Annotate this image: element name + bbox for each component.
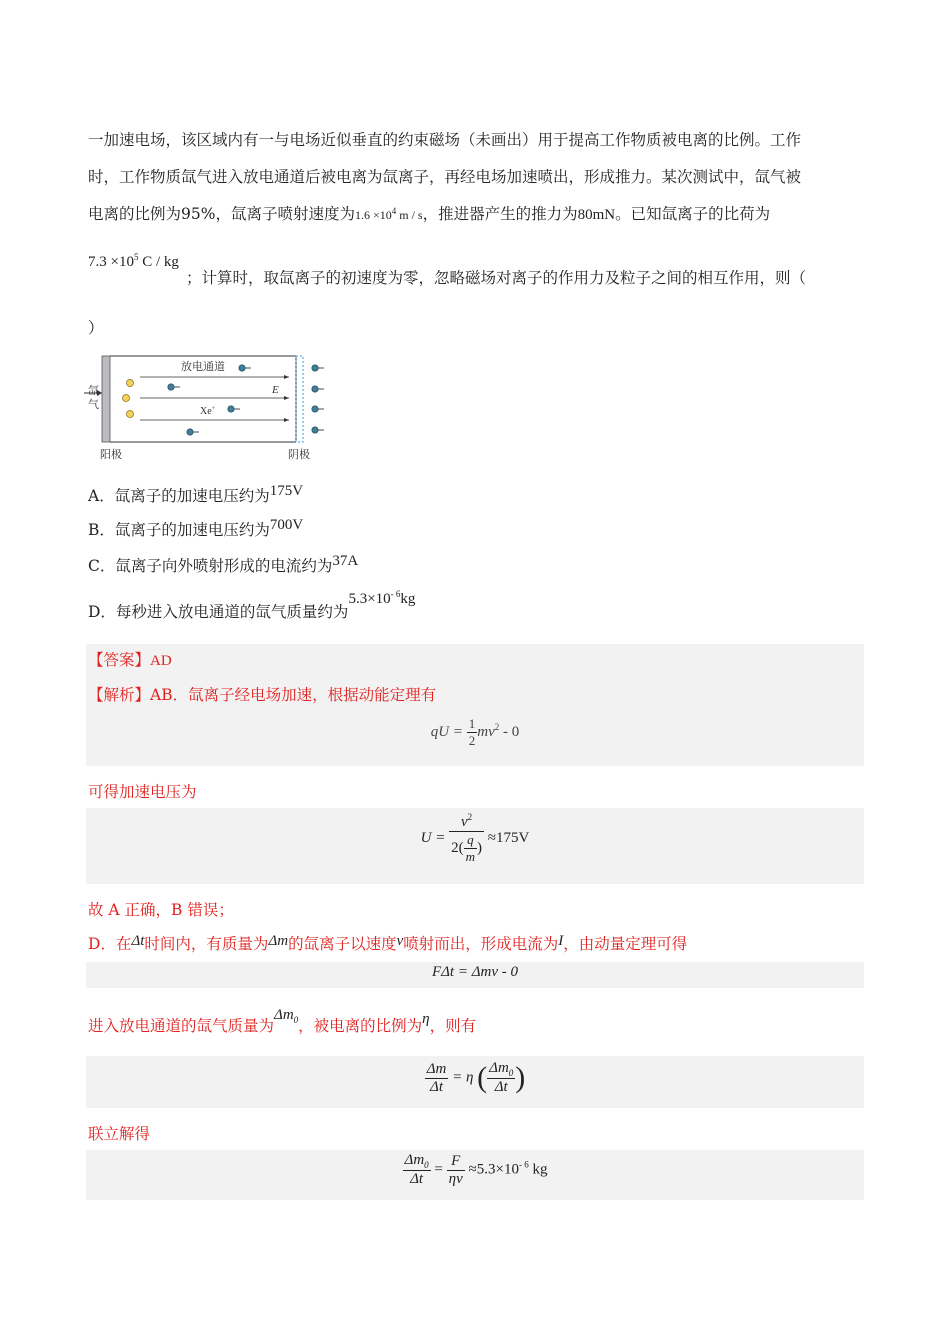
thruster-diagram bbox=[84, 350, 334, 468]
gas-atom bbox=[127, 411, 134, 418]
xenon-ion bbox=[312, 386, 318, 392]
eq2-num-v: v bbox=[460, 814, 468, 830]
eq4-mid: = η bbox=[448, 1069, 474, 1086]
xenon-ion bbox=[187, 429, 193, 435]
field-arrow bbox=[284, 375, 289, 379]
eq5-den2: ηv bbox=[448, 1170, 463, 1187]
eq2-num bbox=[449, 812, 484, 832]
analysis-text-6: 联立解得 bbox=[88, 1125, 151, 1143]
ion-label-charge: + bbox=[211, 406, 216, 412]
eq4-paren-close: ) bbox=[515, 1061, 526, 1094]
eq2-left: U = bbox=[420, 829, 446, 846]
charge-ratio-base: 7.3 ×10 bbox=[88, 254, 134, 270]
eq1-den: 2 bbox=[468, 733, 476, 748]
analysis-intro-line bbox=[88, 683, 436, 705]
text5-c: ，则有 bbox=[429, 1017, 477, 1035]
field-arrow bbox=[284, 418, 289, 422]
text4-dt: Δt bbox=[131, 933, 145, 949]
eq2-right: ≈175V bbox=[484, 829, 530, 846]
cathode-label: 阴极 bbox=[288, 449, 310, 461]
text4-v: v bbox=[396, 933, 404, 949]
equation-voltage bbox=[86, 812, 864, 865]
xenon-ion bbox=[168, 384, 174, 390]
ion-speed-value bbox=[355, 208, 423, 222]
eq5-right: ≈5.3×10 bbox=[464, 1161, 519, 1178]
analysis-text-5 bbox=[88, 1007, 477, 1037]
text5-dm0 bbox=[274, 1007, 298, 1023]
text4-d: 喷射而出，形成电流为 bbox=[403, 935, 559, 953]
gas-label-1: 氙 bbox=[88, 385, 99, 397]
thrust-value: 80mN bbox=[577, 207, 616, 223]
analysis-intro: AB．氙离子经电场加速，根据动能定理有 bbox=[150, 686, 437, 704]
question-line-3-b: ，推进器产生的推力为 bbox=[422, 205, 578, 223]
option-d-value-base: 5.3×10 bbox=[348, 591, 391, 607]
text5-eta: η bbox=[422, 1011, 430, 1027]
xenon-ion bbox=[312, 427, 318, 433]
text5-dm0-base: Δm bbox=[274, 1007, 294, 1023]
eq1-left: qU = bbox=[430, 723, 463, 740]
charge-ratio-exp: 5 bbox=[133, 252, 139, 262]
eq4-num2 bbox=[487, 1060, 515, 1079]
eq5-num1 bbox=[403, 1152, 431, 1171]
eq4-num1: Δm bbox=[426, 1060, 447, 1077]
equation-momentum: FΔt = Δmv - 0 bbox=[431, 964, 519, 980]
question-line-3-a: 电离的比例为95%，氙离子喷射速度为 bbox=[88, 205, 355, 223]
anode-plate bbox=[102, 356, 110, 442]
ion-label-text: Xe bbox=[200, 406, 212, 417]
eq1-num: 1 bbox=[468, 716, 476, 731]
eq5-exp: - 6 bbox=[518, 1159, 529, 1170]
question-line-2: 时，工作物质氙气进入放电通道后被电离为氙离子，再经电场加速喷出，形成推力。某次测试中，氙气被 bbox=[88, 168, 802, 186]
text4-b: 时间内，有质量为 bbox=[144, 935, 269, 953]
ion-label bbox=[200, 406, 216, 417]
field-label: E bbox=[272, 384, 279, 396]
eq5-num2: F bbox=[447, 1153, 465, 1171]
eq2-fraction bbox=[449, 812, 484, 865]
option-c bbox=[88, 554, 358, 576]
text4-a: D．在 bbox=[88, 935, 132, 953]
eq5-equals: = bbox=[430, 1161, 447, 1178]
equation-kinetic-energy bbox=[86, 716, 864, 749]
xenon-ion bbox=[228, 406, 234, 412]
eq5-num1-sub: 0 bbox=[424, 1160, 429, 1170]
ion-speed-unit: m / s bbox=[396, 208, 423, 222]
ion-speed-exp: 4 bbox=[391, 206, 397, 216]
eq4-fraction-1 bbox=[425, 1061, 449, 1096]
text4-i: I bbox=[558, 933, 564, 949]
eq4-paren-open: ( bbox=[477, 1061, 488, 1094]
answer-label: 【答案】 bbox=[88, 651, 151, 669]
eq2-den-q: q bbox=[464, 832, 477, 849]
eq1-tail: - 0 bbox=[499, 723, 520, 740]
option-d-value-unit: kg bbox=[400, 591, 416, 607]
question-line-4: ；计算时，取氙离子的初速度为零，忽略磁场对离子的作用力及粒子之间的相互作用，则（ bbox=[186, 269, 807, 287]
eq2-den-close: ) bbox=[477, 839, 483, 856]
equation-final-result bbox=[86, 1152, 864, 1188]
eq2-den bbox=[449, 832, 484, 865]
eq2-inner-fraction bbox=[464, 832, 477, 865]
option-c-value: 37A bbox=[332, 553, 359, 569]
option-a-text: A．氙离子的加速电压约为 bbox=[88, 487, 270, 505]
answer-line bbox=[88, 648, 172, 670]
eq2-num-sup: 2 bbox=[467, 812, 473, 822]
eq5-fraction-2 bbox=[447, 1153, 465, 1188]
option-b-value: 700V bbox=[269, 517, 304, 533]
analysis-text-2: 可得加速电压为 bbox=[88, 783, 197, 801]
question-line-3-c: 。已知氙离子的比荷为 bbox=[615, 205, 771, 223]
anode-label: 阳极 bbox=[100, 449, 122, 461]
option-d-value bbox=[348, 591, 415, 607]
option-d-text: D．每秒进入放电通道的氙气质量约为 bbox=[88, 603, 349, 621]
gas-label-2: 气 bbox=[88, 399, 99, 411]
option-b bbox=[88, 518, 303, 540]
eq1-sup: 2 bbox=[494, 721, 500, 732]
channel-label: 放电通道 bbox=[181, 361, 225, 373]
eq4-den1: Δt bbox=[430, 1078, 443, 1095]
option-d-value-exp: - 6 bbox=[390, 589, 401, 599]
eq5-fraction-1 bbox=[403, 1152, 431, 1188]
charge-ratio-value bbox=[88, 252, 179, 271]
gas-atom bbox=[127, 380, 134, 387]
eq4-num2-sub: 0 bbox=[508, 1068, 514, 1078]
option-c-text: C．氙离子向外喷射形成的电流约为 bbox=[88, 557, 333, 575]
option-a bbox=[88, 484, 303, 506]
cathode-grid bbox=[296, 356, 303, 442]
eq4-num2-base: Δm bbox=[489, 1060, 509, 1076]
eq2-den-open: 2( bbox=[451, 839, 464, 856]
text5-a: 进入放电通道的氙气质量为 bbox=[88, 1017, 275, 1035]
question-line-5: ） bbox=[88, 319, 104, 337]
eq4-fraction-2 bbox=[487, 1060, 515, 1096]
question-line-3 bbox=[88, 202, 770, 224]
eq2-den-m: m bbox=[465, 849, 476, 864]
eq5-num1-base: Δm bbox=[404, 1152, 425, 1168]
analysis-label: 【解析】 bbox=[88, 686, 151, 704]
question-line-1: 一加速电场，该区域内有一与电场近似垂直的约束磁场（未画出）用于提高工作物质被电离的比例。工作 bbox=[88, 131, 802, 149]
charge-ratio-unit: C / kg bbox=[138, 254, 179, 270]
equation-ionization bbox=[86, 1060, 864, 1096]
text5-dm0-sub: 0 bbox=[293, 1015, 299, 1025]
text5-b: ，被电离的比例为 bbox=[298, 1017, 423, 1035]
eq5-den1: Δt bbox=[410, 1171, 424, 1187]
text4-c: 的氙离子以速度 bbox=[288, 935, 397, 953]
text4-e: ，由动量定理可得 bbox=[563, 935, 688, 953]
ion-speed-base: 1.6 ×10 bbox=[354, 208, 392, 222]
field-arrow bbox=[284, 396, 289, 400]
option-a-value: 175V bbox=[269, 483, 304, 499]
eq5-unit: kg bbox=[528, 1161, 548, 1178]
analysis-text-3: 故 A 正确，B 错误； bbox=[88, 901, 234, 919]
gas-atom bbox=[123, 395, 130, 402]
xenon-ion bbox=[312, 365, 318, 371]
option-b-text: B．氙离子的加速电压约为 bbox=[88, 521, 270, 539]
eq1-right: mv bbox=[477, 723, 495, 740]
eq4-den2: Δt bbox=[494, 1079, 508, 1095]
eq1-fraction bbox=[467, 716, 478, 749]
xenon-ion bbox=[239, 365, 245, 371]
xenon-ion bbox=[312, 406, 318, 412]
text4-dm: Δm bbox=[268, 933, 289, 949]
answer-value: AD bbox=[150, 653, 172, 669]
analysis-text-4 bbox=[88, 932, 687, 954]
